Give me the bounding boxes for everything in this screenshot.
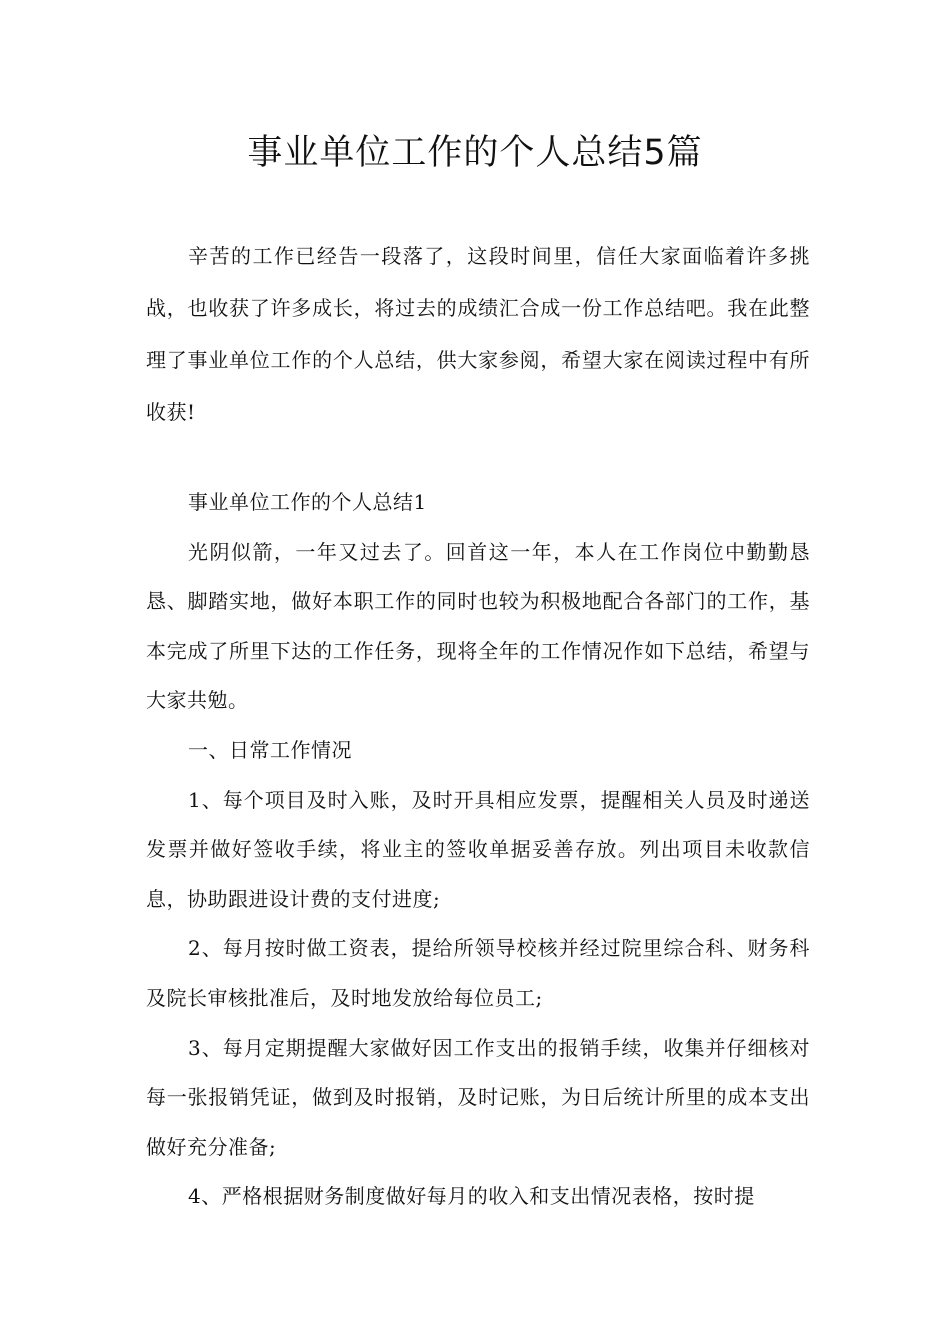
list-item: 1、每个项目及时入账，及时开具相应发票，提醒相关人员及时递送发票并做好签收手续，将业主的签收单据妥善存放。列出项目未收款信息，协助跟进设计费的支付进度;: [146, 787, 810, 911]
list-item: 3、每月定期提醒大家做好因工作支出的报销手续，收集并仔细核对每一张报销凭证，做到及时报销，及时记账，为日后统计所里的成本支出做好充分准备;: [146, 1035, 810, 1159]
subheading: 一、日常工作情况: [188, 737, 352, 762]
section-title: 事业单位工作的个人总结1: [188, 490, 427, 514]
list-item: 2、每月按时做工资表，提给所领导校核并经过院里综合科、财务科及院长审核批准后，及时地发放给每位员工;: [146, 936, 810, 1010]
content-block: [146, 478, 810, 1222]
body-paragraph: 光阴似箭，一年又过去了。回首这一年，本人在工作岗位中勤勤恳恳、脚踏实地，做好本职工作的同时也较为积极地配合各部门的工作，基本完成了所里下达的工作任务，现将全年的工作情况作如下总结，希望与大家共勉。: [146, 539, 810, 713]
list-item: 4、严格根据财务制度做好每月的收入和支出情况表格，按时提: [188, 1184, 755, 1209]
document-title: 事业单位工作的个人总结5篇: [247, 133, 703, 173]
intro-paragraph: 辛苦的工作已经告一段落了，这段时间里，信任大家面临着许多挑战，也收获了许多成长，将过去的成绩汇合成一份工作总结吧。我在此整理了事业单位工作的个人总结，供大家参阅，希望大家在阅读过程中有所收获!: [146, 244, 810, 424]
intro-block: [146, 230, 810, 438]
